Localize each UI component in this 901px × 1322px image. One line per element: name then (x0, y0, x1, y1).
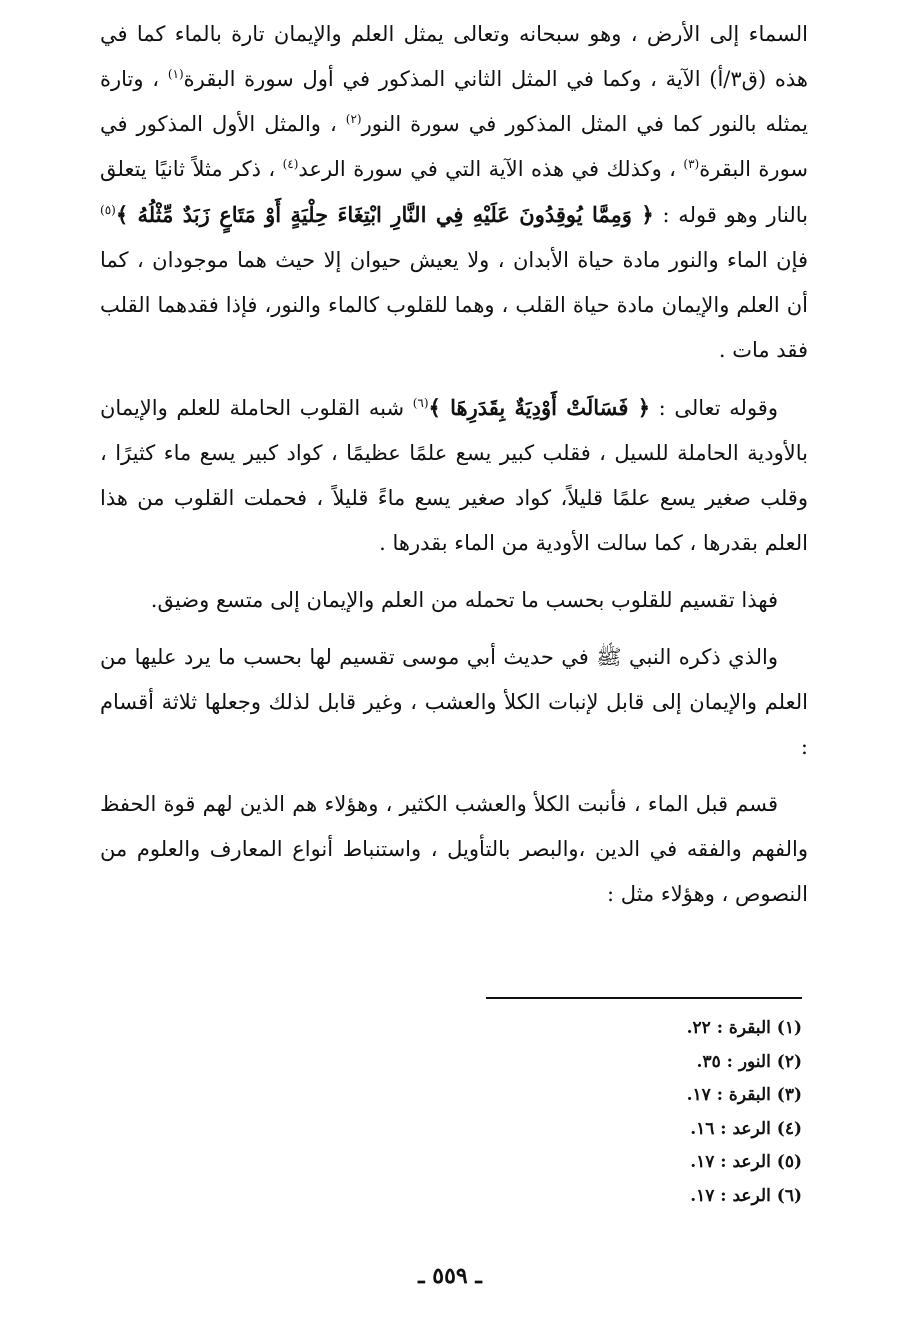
footnote-4: (٤) الرعد : ١٦. (690, 1118, 802, 1139)
footnote-3: (٣) البقرة : ١٧. (686, 1085, 802, 1105)
text-segment: وقوله تعالى : (650, 396, 778, 420)
footnote-marker: (٥) (100, 203, 116, 217)
text-segment: فإن الماء والنور مادة حياة الأبدان ، ولا يعيش حيوان إلا حيث هما موجودان ، كما أن العلم والإيمان مادة حياة القلب ، وهما للقلوب كالماء والنور، فإذا فقدهما القلب فقد مات . (100, 248, 808, 362)
footnote-1: (١) البقرة : ٢٢. (686, 1018, 802, 1038)
main-text (100, 12, 808, 917)
text-segment: ، وكذلك في هذه الآية التي في سورة الرعد (298, 157, 684, 181)
paragraph-2 (100, 385, 808, 566)
footnote-marker: (٢) (345, 112, 362, 126)
quran-verse: ﴿ فَسَالَتْ أَوْدِيَةٌ بِقَدَرِهَا ﴾ (428, 395, 650, 420)
footnotes (440, 1012, 802, 1213)
page-number: ـ ٥٥٩ ـ (418, 1263, 482, 1289)
paragraph-1 (100, 12, 808, 373)
text-segment: ، وتارة يمثله بالنور كما في المثل المذكور في سورة النور (100, 67, 809, 136)
text-segment: شبه القلوب الحاملة للعلم والإيمان بالأودية الحاملة للسيل ، فقلب كبير يسع علمًا عظيمًا ، كواد كبير يسع ماء كثيرًا ، وقلب صغير يسع علمًا قليلاً، كواد صغير يسع ماءً قليلاً ، فحملت القلوب من هذا العلم بقدرها ، كما سالت الأودية من الماء بقدرها . (100, 396, 808, 555)
footnote-6: (٦) الرعد : ١٧. (690, 1185, 802, 1206)
text-segment: فهذا تقسيم للقلوب بحسب ما تحمله من العلم والإيمان إلى متسع وضيق. (150, 588, 778, 612)
paragraph-5 (100, 782, 808, 917)
text-segment: والذي ذكره النبي ﷺ في حديث أبي موسى تقسيم لها بحسب ما يرد عليها من العلم والإيمان إلى قابل لإنبات الكلأ والعشب ، وغير قابل لذلك وجعلها ثلاثة أقسام : (100, 645, 808, 759)
quran-verse: ﴿ وَمِمَّا يُوقِدُونَ عَلَيْهِ فِي النَّارِ ابْتِغَاءَ حِلْيَةٍ أَوْ مَتَاعٍ زَبَدٌ مِّثْلُهُ ﴾ (115, 202, 654, 227)
text-segment: ، ذكر مثلاً ثانيًا يتعلق بالنار وهو قوله : (100, 157, 809, 227)
paragraph-3 (100, 578, 808, 623)
paragraph-4 (100, 635, 808, 770)
text-segment: ، والمثل الأول المذكور في سورة البقرة (100, 112, 809, 181)
footnote-5: (٥) الرعد : ١٧. (690, 1152, 802, 1172)
footnote-2: (٢) النور : ٣٥. (696, 1051, 802, 1072)
footnote-divider (486, 997, 802, 999)
footnote-marker: (١) (167, 67, 184, 81)
footnote-marker: (٦) (412, 396, 429, 410)
footnote-marker: (٤) (282, 157, 299, 171)
text-segment: السماء إلى الأرض ، وهو سبحانه وتعالى يمثل العلم والإيمان تارة بالماء كما في هذه (ق٣/أ) الآية ، وكما في المثل الثاني المذكور في أول سورة البقرة (100, 22, 809, 91)
text-segment: قسم قبل الماء ، فأنبت الكلأ والعشب الكثير ، وهؤلاء هم الذين لهم قوة الحفظ والفهم والفقه في الدين ،والبصر بالتأويل ، واستنباط أنواع المعارف والعلوم من النصوص ، وهؤلاء مثل : (100, 792, 808, 906)
footnote-marker: (٣) (683, 157, 700, 171)
